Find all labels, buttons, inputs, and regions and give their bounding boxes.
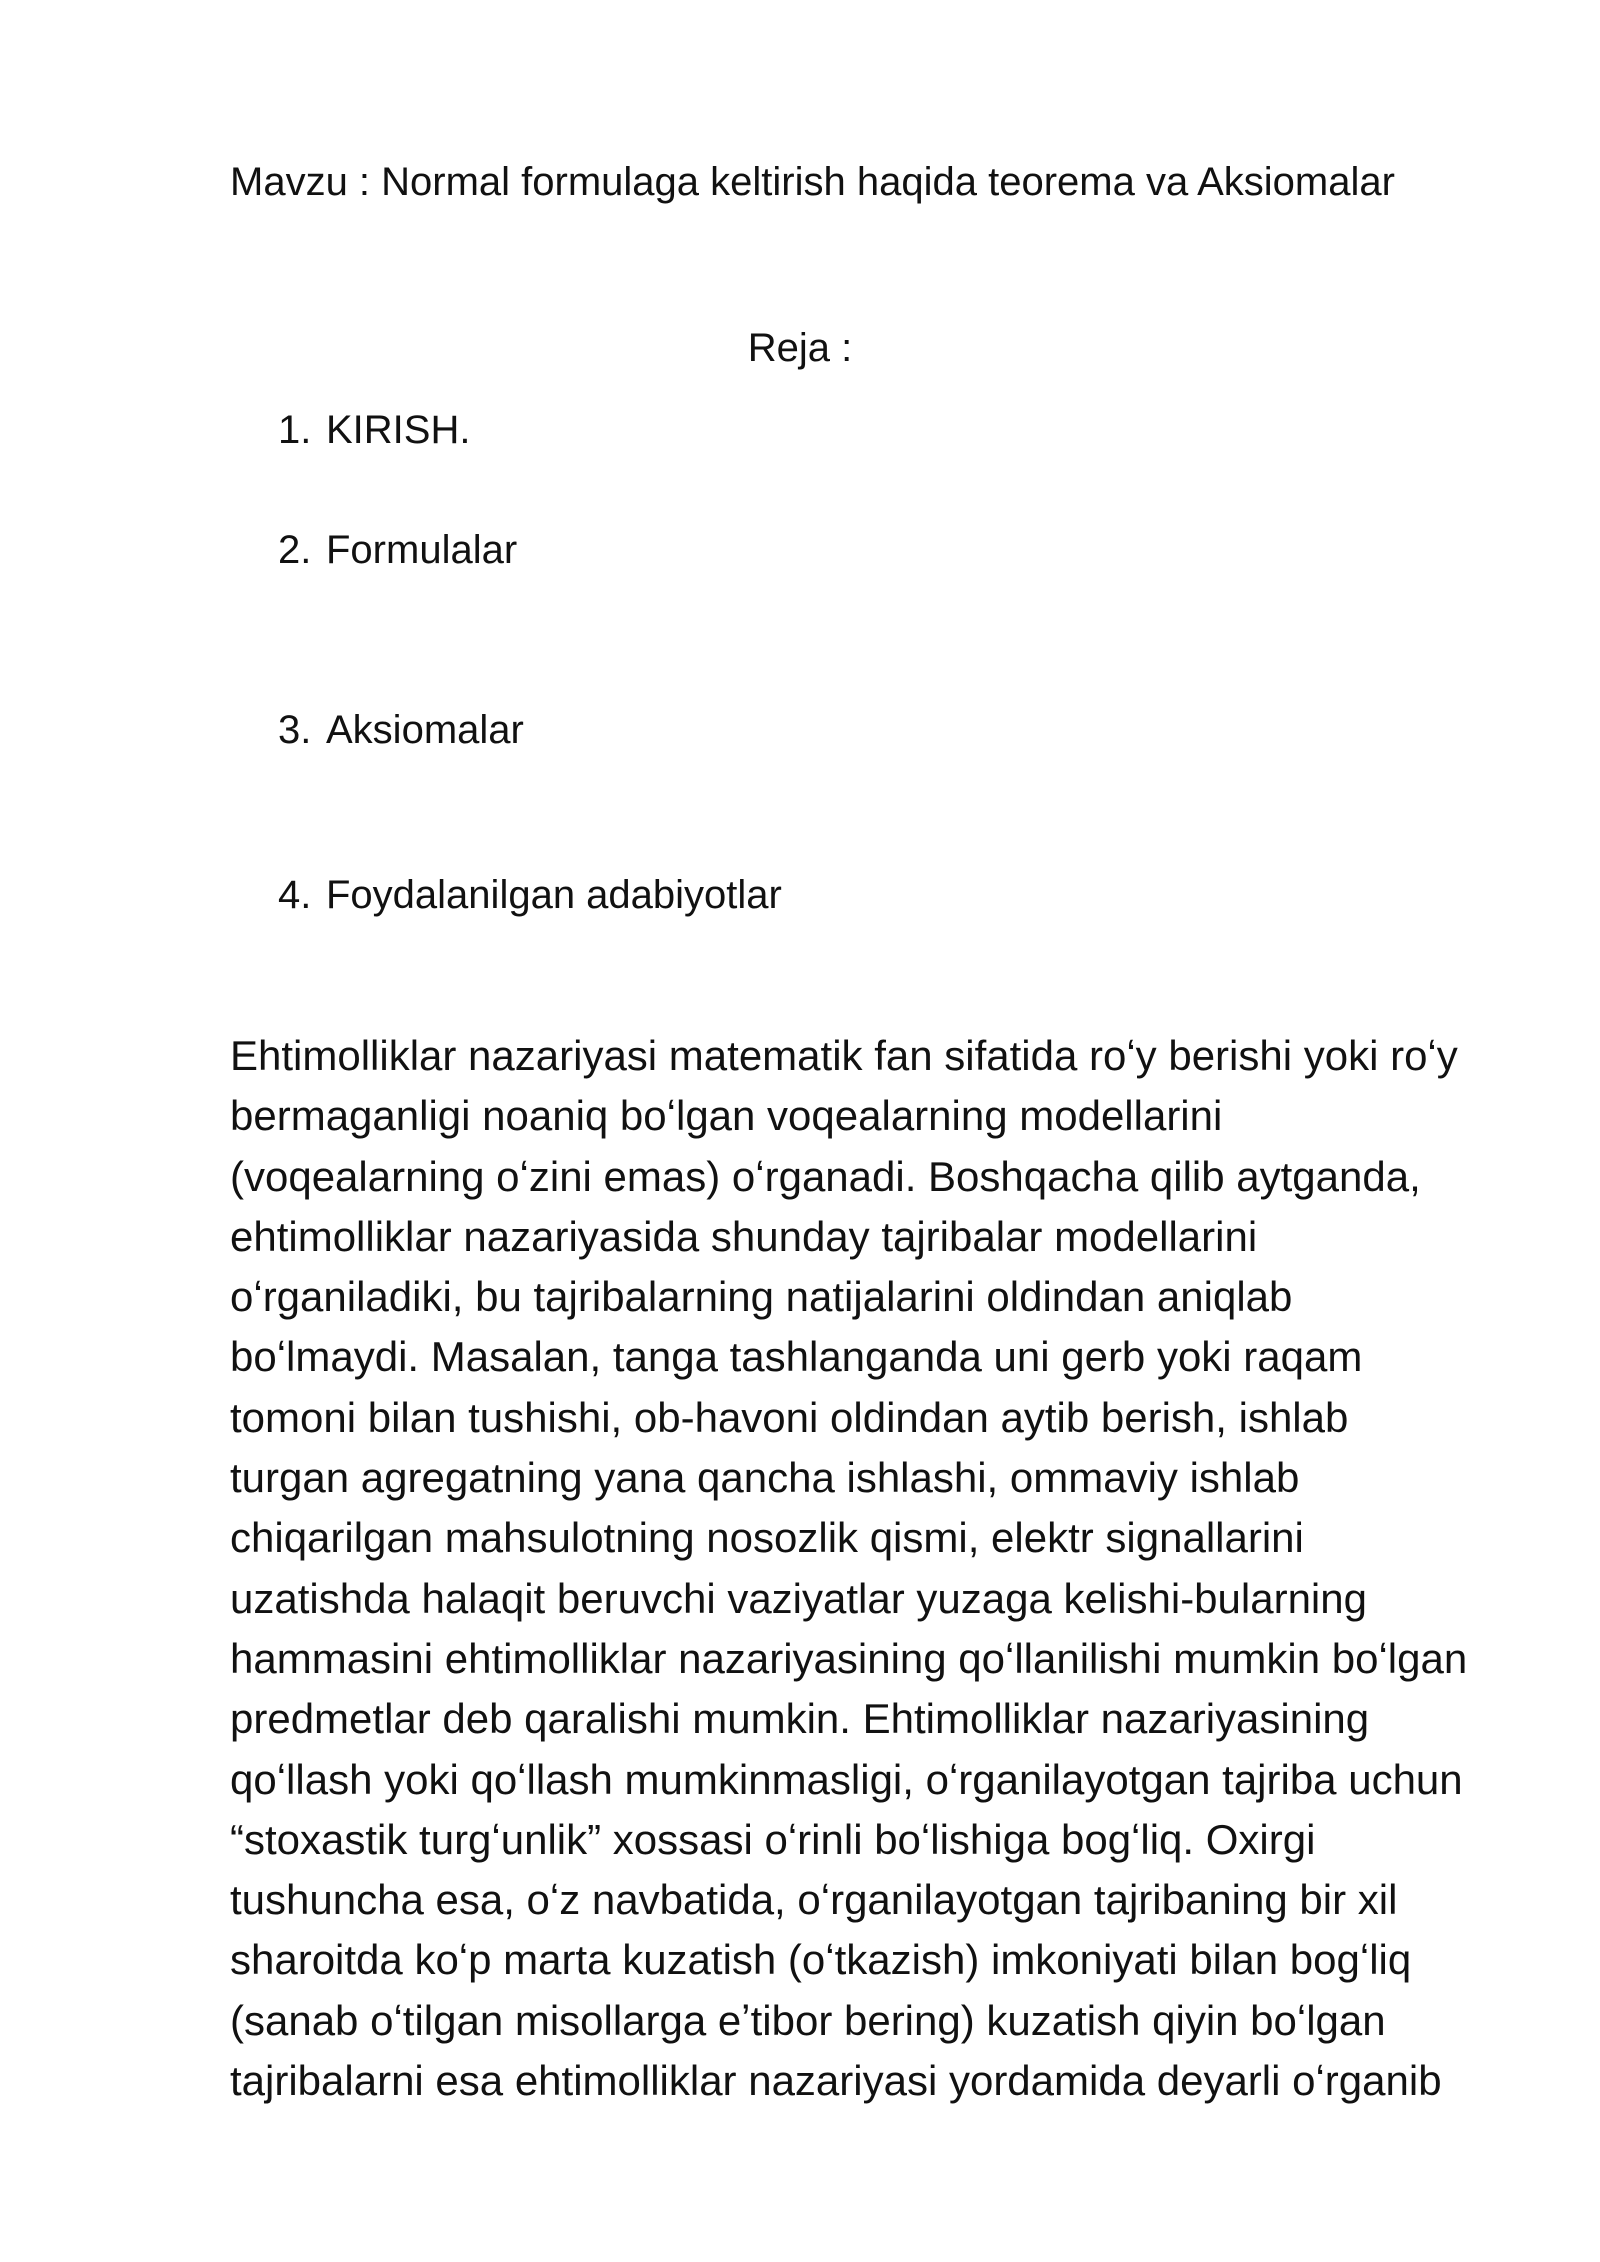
plan-item — [278, 400, 470, 460]
plan-item-label: KIRISH. — [326, 408, 471, 452]
body-line: qoʻllash yoki qoʻllash mumkinmasligi, oʻrganilayotgan tajriba uchun — [230, 1755, 1463, 1803]
plan-item-number: 4. — [278, 873, 312, 917]
body-line: tomoni bilan tushishi, ob-havoni oldindan aytib berish, ishlab — [230, 1393, 1349, 1441]
body-line: boʻlmaydi. Masalan, tanga tashlanganda uni gerb yoki raqam — [230, 1333, 1363, 1381]
body-line: tajribalarni esa ehtimolliklar nazariyasi yordamida deyarli oʻrganib — [230, 2057, 1442, 2105]
body-line: ehtimolliklar nazariyasida shunday tajribalar modellarini — [230, 1212, 1258, 1260]
plan-item-number: 1. — [278, 408, 312, 452]
plan-item — [278, 700, 524, 760]
body-line: turgan agregatning yana qancha ishlashi, ommaviy ishlab — [230, 1454, 1300, 1502]
plan-item-number: 2. — [278, 528, 312, 572]
plan-item — [278, 865, 782, 925]
body-line: bermaganligi noaniq boʻlgan voqealarning modellarini — [230, 1092, 1223, 1140]
plan-item-label: Foydalanilgan adabiyotlar — [326, 873, 782, 917]
body-line: “stoxastik turgʻunlik” xossasi oʻrinli boʻlishiga bogʻliq. Oxirgi — [230, 1815, 1316, 1863]
body-line: chiqarilgan mahsulotning nosozlik qismi, elektr signallarini — [230, 1514, 1304, 1562]
plan-heading: Reja : — [747, 326, 853, 370]
body-line: oʻrganiladiki, bu tajribalarning natijalarini oldindan aniqlab — [230, 1273, 1293, 1321]
body-paragraph — [230, 1026, 1510, 2111]
body-line: (sanab oʻtilgan misollarga eʼtibor bering) kuzatish qiyin boʻlgan — [230, 1996, 1386, 2044]
document-topic: Mavzu : Normal formulaga keltirish haqida teorema va Aksiomalar — [230, 160, 1395, 204]
body-line: predmetlar deb qaralishi mumkin. Ehtimolliklar nazariyasining — [230, 1695, 1370, 1743]
body-line: hammasini ehtimolliklar nazariyasining qoʻllanilishi mumkin boʻlgan — [230, 1634, 1468, 1682]
body-line: uzatishda halaqit beruvchi vaziyatlar yuzaga kelishi-bularning — [230, 1574, 1367, 1622]
plan-item-number: 3. — [278, 708, 312, 752]
body-line: Ehtimolliklar nazariyasi matematik fan sifatida roʻy berishi yoki roʻy — [230, 1032, 1458, 1079]
body-line: sharoitda koʻp marta kuzatish (oʻtkazish) imkoniyati bilan bogʻliq — [230, 1936, 1412, 1984]
body-line: (voqealarning oʻzini emas) oʻrganadi. Boshqacha qilib aytganda, — [230, 1152, 1421, 1200]
plan-item — [278, 520, 517, 580]
body-line: tushuncha esa, oʻz navbatida, oʻrganilayotgan tajribaning bir xil — [230, 1876, 1398, 1924]
plan-item-label: Aksiomalar — [326, 708, 524, 752]
plan-item-label: Formulalar — [326, 528, 518, 572]
